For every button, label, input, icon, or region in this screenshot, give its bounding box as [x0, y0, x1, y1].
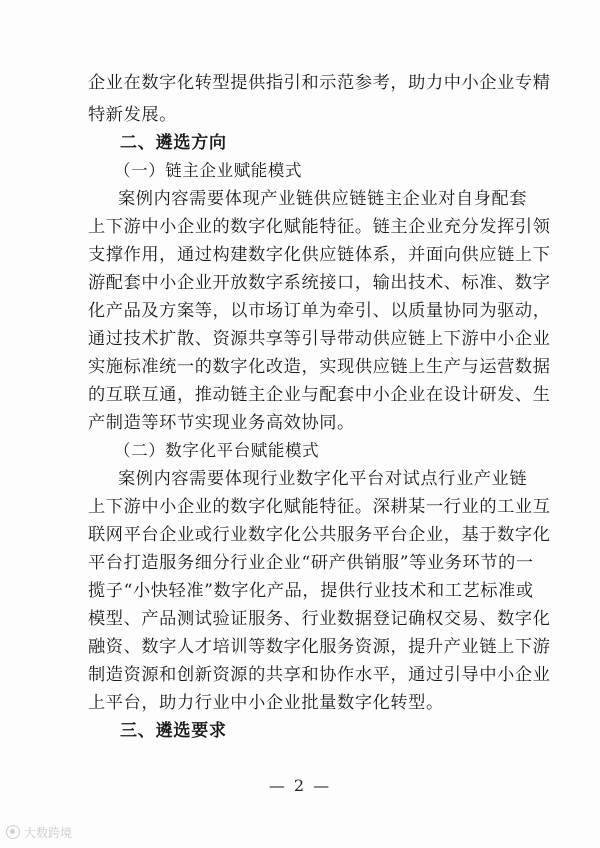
body-line: 案例内容需要体现行业数字化平台对试点行业产业链	[118, 469, 528, 489]
body-line: 联网平台企业或行业数字化公共服务平台企业，基于数字化	[88, 525, 551, 545]
body-line: 上下游中小企业的数字化赋能特征。链主企业充分发挥引领	[88, 217, 551, 237]
body-line: 通过技术扩散、资源共享等引导带动供应链上下游中小企业	[88, 329, 551, 349]
page-number: — 2 —	[268, 776, 332, 795]
body-line: 特新发展。	[88, 105, 177, 125]
body-line: 平台打造服务细分行业企业“研产供销服”等业务环节的一	[88, 553, 534, 573]
watermark-logo-icon	[6, 825, 20, 839]
subsection-heading-1: （一）链主企业赋能模式	[114, 161, 303, 180]
body-line: 化产品及方案等，以市场订单为牵引、以质量协同为驱动，	[88, 301, 551, 321]
section-heading-3: 三、遴选要求	[120, 721, 227, 741]
body-line: 产制造等环节实现业务高效协同。	[88, 413, 355, 433]
watermark	[6, 822, 72, 842]
watermark-text: 大数跨境	[24, 825, 73, 840]
body-line: 揽子“小快轻准”数字化产品，提供行业技术和工艺标准或	[88, 581, 534, 601]
subsection-heading-2: （二）数字化平台赋能模式	[114, 441, 320, 460]
body-line: 上平台，助力行业中小企业批量数字化转型。	[88, 693, 444, 713]
body-line: 融资、数字人才培训等数字化服务资源，提升产业链上下游	[88, 637, 551, 657]
body-line: 企业在数字化转型提供指引和示范参考，助力中小企业专精	[88, 73, 551, 93]
body-line: 游配套中小企业开放数字系统接口，输出技术、标准、数字	[88, 273, 551, 293]
body-line: 模型、产品测试验证服务、行业数据登记确权交易、数字化	[88, 609, 551, 629]
body-line: 制造资源和创新资源的共享和协作水平，通过引导中小企业	[88, 665, 551, 685]
body-line: 实施标准统一的数字化改造，实现供应链上生产与运营数据	[88, 357, 551, 377]
body-line: 支撑作用，通过构建数字化供应链体系，并面向供应链上下	[88, 245, 551, 265]
body-line: 的互联互通，推动链主企业与配套中小企业在设计研发、生	[88, 385, 551, 405]
body-line: 上下游中小企业的数字化赋能特征。深耕某一行业的工业互	[88, 497, 551, 517]
section-heading-2: 二、遴选方向	[120, 133, 227, 153]
body-line: 案例内容需要体现产业链供应链链主企业对自身配套	[118, 189, 528, 209]
